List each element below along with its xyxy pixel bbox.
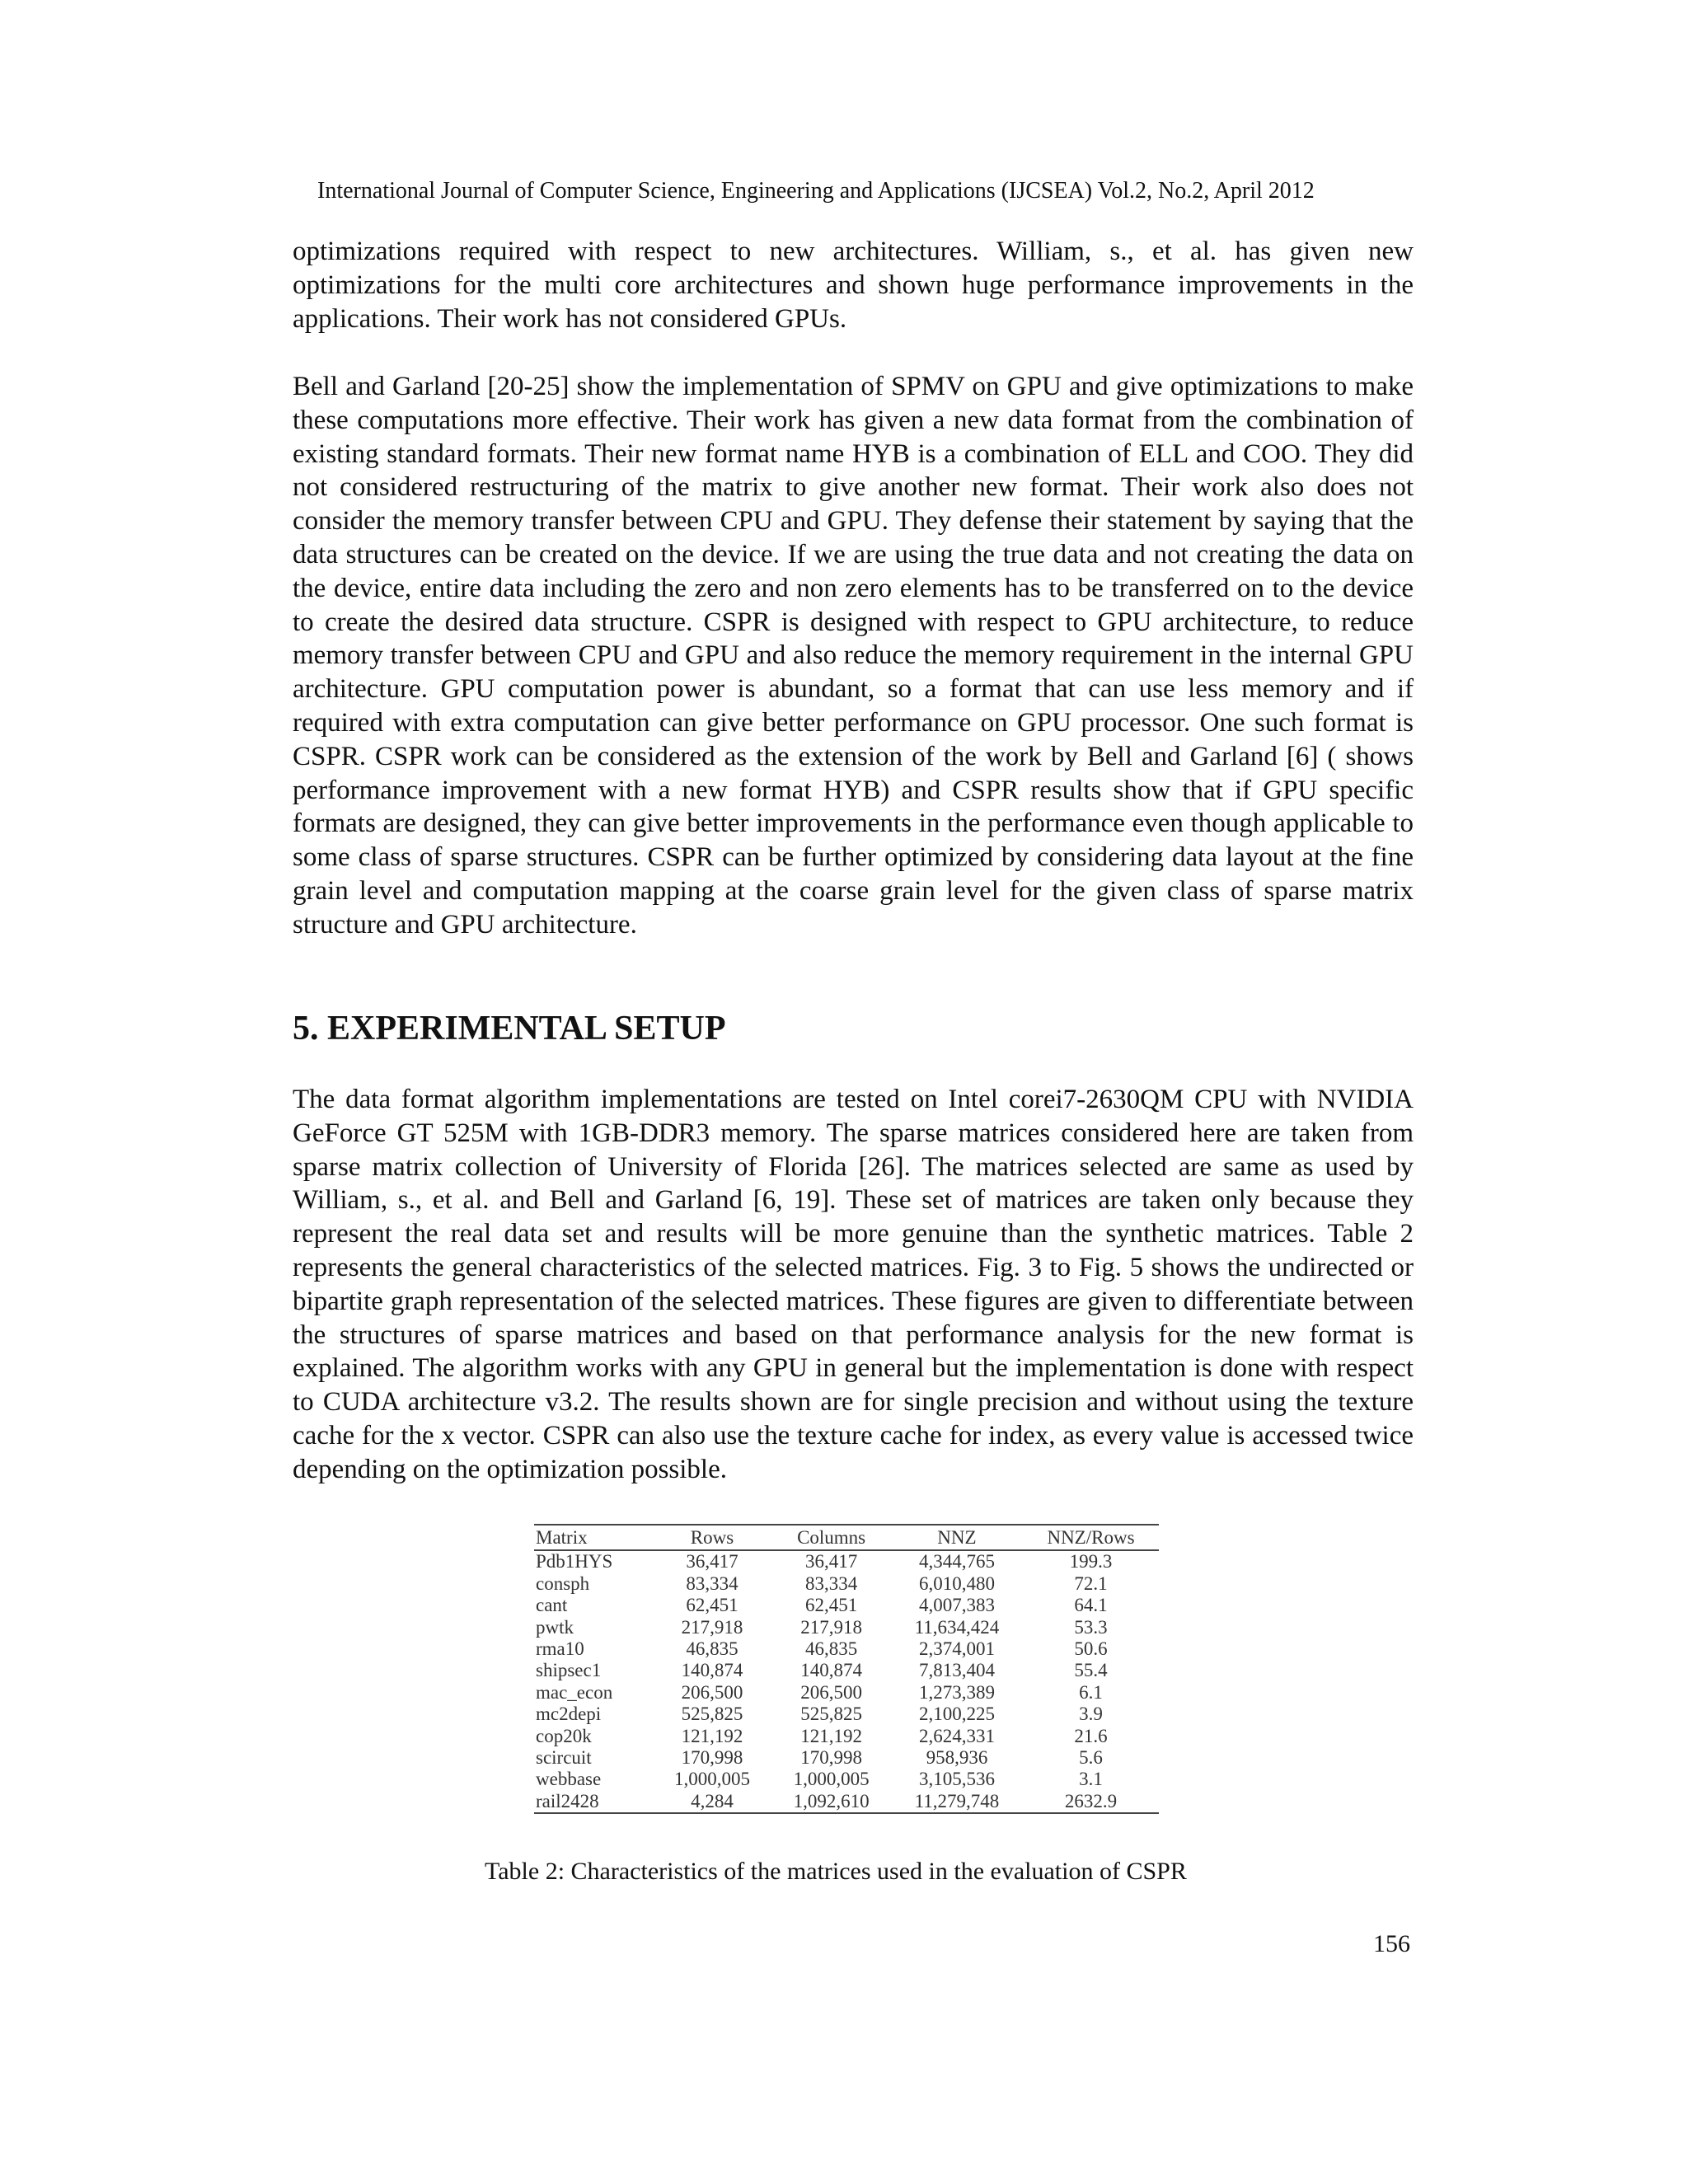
table-cell-nnz-per-row: 3.1 [1079,1769,1103,1790]
table-cell-nnz-per-row: 55.4 [1074,1660,1108,1681]
table-cell-rows: 217,918 [681,1616,743,1638]
column-header-matrix: Matrix [534,1525,653,1550]
table-cell-nnz-per-row: 50.6 [1074,1638,1108,1660]
table-cell-rows: 46,835 [686,1638,738,1660]
table-cell-nnz-per-row: 21.6 [1074,1725,1108,1746]
table-cell-rows: 170,998 [681,1747,743,1769]
table-row [534,1747,1159,1769]
table-cell-matrix: rail2428 [534,1791,653,1813]
table-row [534,1791,1159,1813]
table-cell-columns: 525,825 [800,1704,862,1725]
column-header-rows: Rows [653,1525,772,1550]
table-cell-matrix: consph [536,1572,590,1594]
column-header-nnz: NNZ [891,1525,1023,1550]
table-cell-nnz: 11,279,748 [891,1791,1023,1813]
table-cell-nnz: 11,634,424 [914,1616,1000,1638]
table-cell-columns: 217,918 [800,1616,862,1638]
table-row [534,1660,1159,1681]
table-cell-rows: 4,284 [653,1791,772,1813]
table-row [534,1595,1159,1616]
table-cell-matrix: pwtk [536,1616,574,1638]
table-cell-columns: 1,000,005 [793,1769,870,1790]
table-cell-matrix: mc2depi [536,1704,602,1725]
table-cell-rows: 140,874 [681,1660,743,1681]
column-header-nnz-per-row: NNZ/Rows [1023,1525,1159,1550]
table-cell-columns: 121,192 [800,1725,862,1746]
table-cell-nnz: 958,936 [926,1747,988,1769]
table-cell-nnz: 4,344,765 [918,1551,995,1572]
table-row [534,1704,1159,1725]
table-cell-matrix: rma10 [536,1638,584,1660]
table-cell-nnz: 2,100,225 [918,1704,995,1725]
table-cell-columns: 36,417 [804,1551,858,1572]
table-cell-rows: 62,451 [686,1595,738,1616]
matrix-characteristics-table [534,1524,1159,1814]
table-cell-nnz: 2,374,001 [918,1638,995,1660]
table-row [534,1769,1159,1790]
table-cell-columns: 170,998 [800,1747,862,1769]
table-cell-nnz-per-row: 72.1 [1074,1572,1108,1594]
table-cell-matrix: cop20k [536,1725,592,1746]
table-body [534,1550,1159,1813]
table-cell-matrix: scircuit [536,1747,592,1769]
table-cell-columns: 62,451 [804,1595,858,1616]
table-cell-nnz: 2,624,331 [918,1725,995,1746]
table-cell-rows: 1,000,005 [673,1769,750,1790]
paragraph-related-work-intro: optimizations required with respect to new architectures. William, s., et al. has given new optimizations for the multi core architectures and shown huge performance improvements in the applications. Their work has not considered GPUs. [293,237,1414,334]
table-cell-nnz: 7,813,404 [918,1660,995,1681]
table-cell-nnz-per-row: 5.6 [1079,1747,1103,1769]
table-cell-matrix: mac_econ [536,1681,613,1703]
table-cell-rows: 121,192 [681,1725,743,1746]
paragraph-bell-garland: Bell and Garland [20-25] show the implementation of SPMV on GPU and give optimizations to make these computations more effective. Their work has given a new data format from the combination of existing standard formats. Their new format name HYB is a combination of ELL and COO. They did not considered restructuring of the matrix to give another new format. Their work also does not consider the memory transfer between CPU and GPU. They defense their statement by saying that the data structures can be created on the device. If we are using the true data and not creating the data on the device, entire data including the zero and non zero elements has to be transferred on to the device to create the desired data structure. CSPR is designed with respect to GPU architecture, to reduce memory transfer between CPU and GPU and also reduce the memory requirement in the internal GPU architecture. GPU computation power is abundant, so a format that can use less memory and if required with extra computation can give better performance on GPU processor. One such format is CSPR. CSPR work can be considered as the extension of the work by Bell and Garland [6] ( shows performance improvement with a new format HYB) and CSPR results show that if GPU specific formats are designed, they can give better improvements in the performance even though applicable to some class of sparse structures. CSPR can be further optimized by considering data layout at the fine grain level and computation mapping at the coarse grain level for the given class of sparse matrix structure and GPU architecture. [293,372,1414,940]
table-cell-columns: 46,835 [804,1638,858,1660]
table-cell-matrix: shipsec1 [536,1660,602,1681]
table-cell-matrix: webbase [536,1769,602,1790]
table-cell-columns: 83,334 [804,1572,858,1594]
table-row [534,1617,1159,1638]
table-cell-nnz-per-row: 2632.9 [1023,1791,1159,1813]
table-row [534,1550,1159,1572]
table-cell-columns: 206,500 [800,1681,862,1703]
table-header-row [534,1525,1159,1550]
table-cell-nnz: 3,105,536 [918,1769,995,1790]
table-cell-matrix: cant [536,1595,568,1616]
section-heading-experimental-setup: 5. EXPERIMENTAL SETUP [293,1010,726,1047]
table-cell-nnz-per-row: 199.3 [1069,1551,1113,1572]
table-cell-nnz-per-row: 6.1 [1079,1681,1103,1703]
table-cell-nnz-per-row: 3.9 [1079,1704,1103,1725]
table-cell-rows: 83,334 [686,1572,738,1594]
table-cell-matrix: Pdb1HYS [536,1551,613,1572]
column-header-columns: Columns [771,1525,891,1550]
table-row [534,1726,1159,1747]
table-cell-nnz: 4,007,383 [918,1595,995,1616]
table-cell-nnz: 6,010,480 [918,1572,995,1594]
table-row [534,1638,1159,1660]
journal-header: International Journal of Computer Science, Engineering and Applications (IJCSEA) Vol.2, No.2, April 2012 [317,178,1315,204]
page-number: 156 [1373,1930,1410,1957]
table-cell-rows: 206,500 [681,1681,743,1703]
table-cell-nnz-per-row: 53.3 [1074,1616,1108,1638]
paragraph-experimental-setup: The data format algorithm implementations are tested on Intel corei7-2630QM CPU with NVIDIA GeForce GT 525M with 1GB-DDR3 memory. The sparse matrices considered here are taken from sparse matrix collection of University of Florida [26]. The matrices selected are same as used by William, s., et al. and Bell and Garland [6, 19]. These set of matrices are taken only because they represent the real data set and results will be more genuine than the synthetic matrices. Table 2 represents the general characteristics of the selected matrices. Fig. 3 to Fig. 5 shows the undirected or bipartite graph representation of the selected matrices. These figures are given to differentiate between the structures of sparse matrices and based on that performance analysis for the new format is explained. The algorithm works with any GPU in general but the implementation is done with respect to CUDA architecture v3.2. The results shown are for single precision and without using the texture cache for the x vector. CSPR can also use the texture cache for index, as every value is accessed twice depending on the optimization possible. [293,1085,1414,1484]
table-caption: Table 2: Characteristics of the matrices used in the evaluation of CSPR [485,1858,1187,1885]
table-row [534,1682,1159,1704]
table-cell-rows: 36,417 [686,1551,738,1572]
table-cell-nnz-per-row: 64.1 [1074,1595,1108,1616]
table-row [534,1573,1159,1595]
table-cell-columns: 1,092,610 [771,1791,891,1813]
table-cell-nnz: 1,273,389 [918,1681,995,1703]
table-cell-columns: 140,874 [800,1660,862,1681]
table-cell-rows: 525,825 [681,1704,743,1725]
